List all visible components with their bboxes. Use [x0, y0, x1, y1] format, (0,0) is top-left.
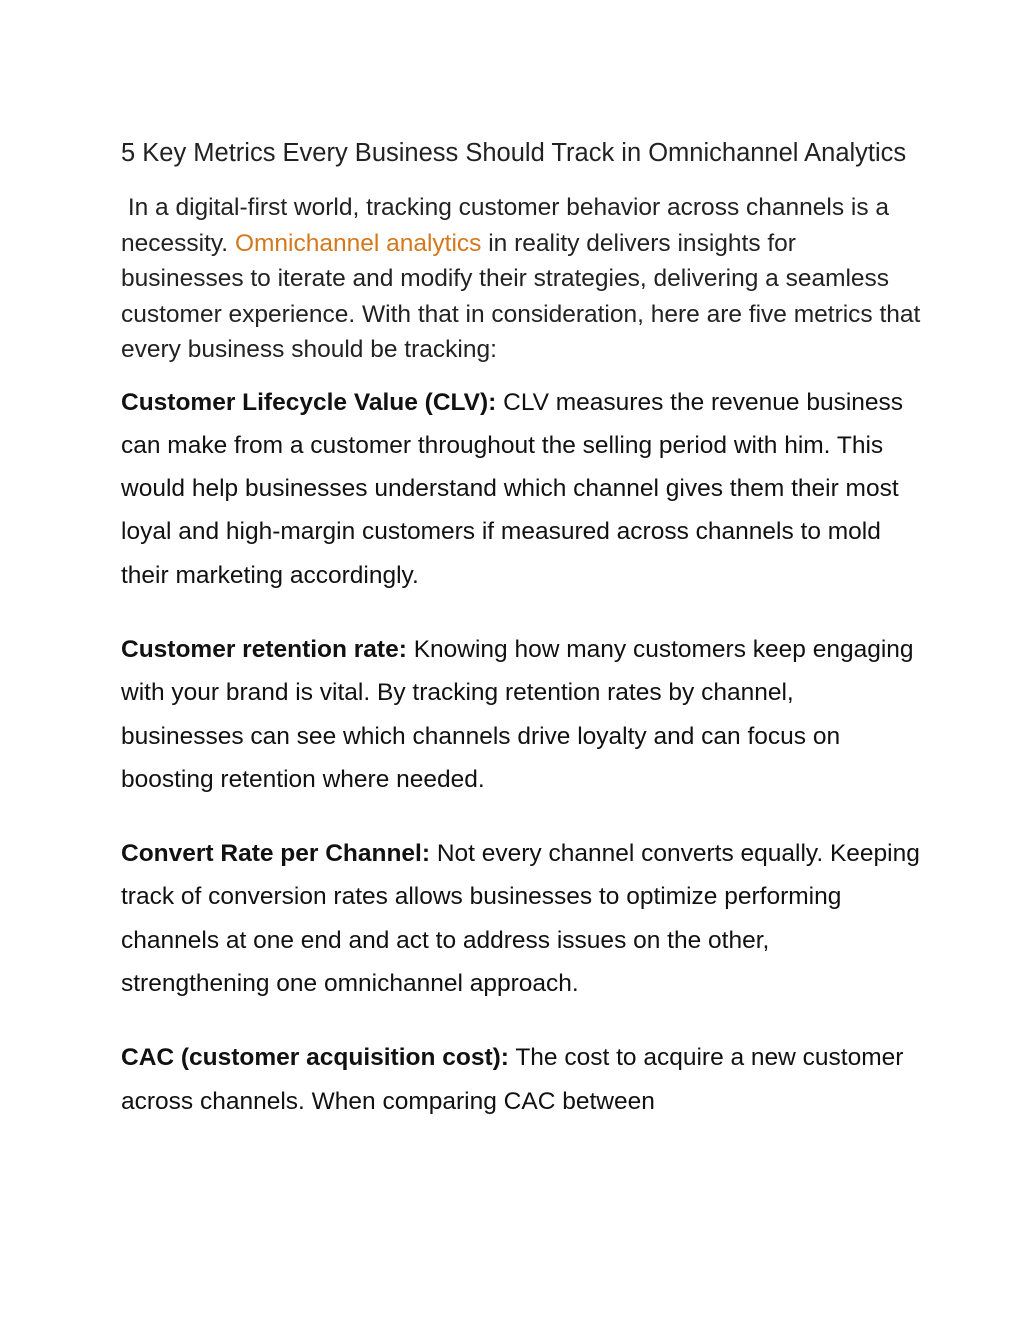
- metric-term: Customer Lifecycle Value (CLV):: [121, 388, 497, 416]
- intro-paragraph: [121, 190, 921, 368]
- metric-cac-paragraph: [121, 1036, 921, 1123]
- omnichannel-analytics-link[interactable]: Omnichannel analytics: [234, 229, 482, 257]
- metric-term: Customer retention rate:: [121, 635, 407, 663]
- metric-clv-paragraph: [121, 381, 921, 597]
- metric-description: The cost to acquire a new customer across channels. When comparing CAC between: [121, 1044, 904, 1115]
- document-page: [121, 136, 921, 1123]
- metric-description: Not every channel converts equally. Keeping track of conversion rates allows businesses to optimize performing channels at one end and act to address issues on the other, strengthening one omnichannel approach.: [121, 840, 920, 998]
- metric-conversion-paragraph: [121, 832, 921, 1005]
- metric-term: CAC (customer acquisition cost):: [121, 1044, 509, 1072]
- metric-description: CLV measures the revenue business can make from a customer throughout the selling period with him. This would help businesses understand which channel gives them their most loyal and high-margin customers if measured across channels to mold their marketing accordingly.: [121, 388, 904, 589]
- metric-retention-paragraph: [121, 628, 921, 801]
- metric-term: Convert Rate per Channel:: [121, 840, 431, 868]
- intro-text-before-link: In a digital-first world, tracking customer behavior across channels is a necessity.: [121, 194, 889, 257]
- document-title: 5 Key Metrics Every Business Should Track in Omnichannel Analytics: [121, 139, 907, 167]
- intro-text-after-link: in reality delivers insights for businesses to iterate and modify their strategies, delivering a seamless customer experience. With that in consideration, here are five metrics that every business should be tracking:: [121, 229, 921, 363]
- metric-description: Knowing how many customers keep engaging with your brand is vital. By tracking retention rates by channel, businesses can see which channels drive loyalty and can focus on boosting retention where needed.: [121, 635, 914, 793]
